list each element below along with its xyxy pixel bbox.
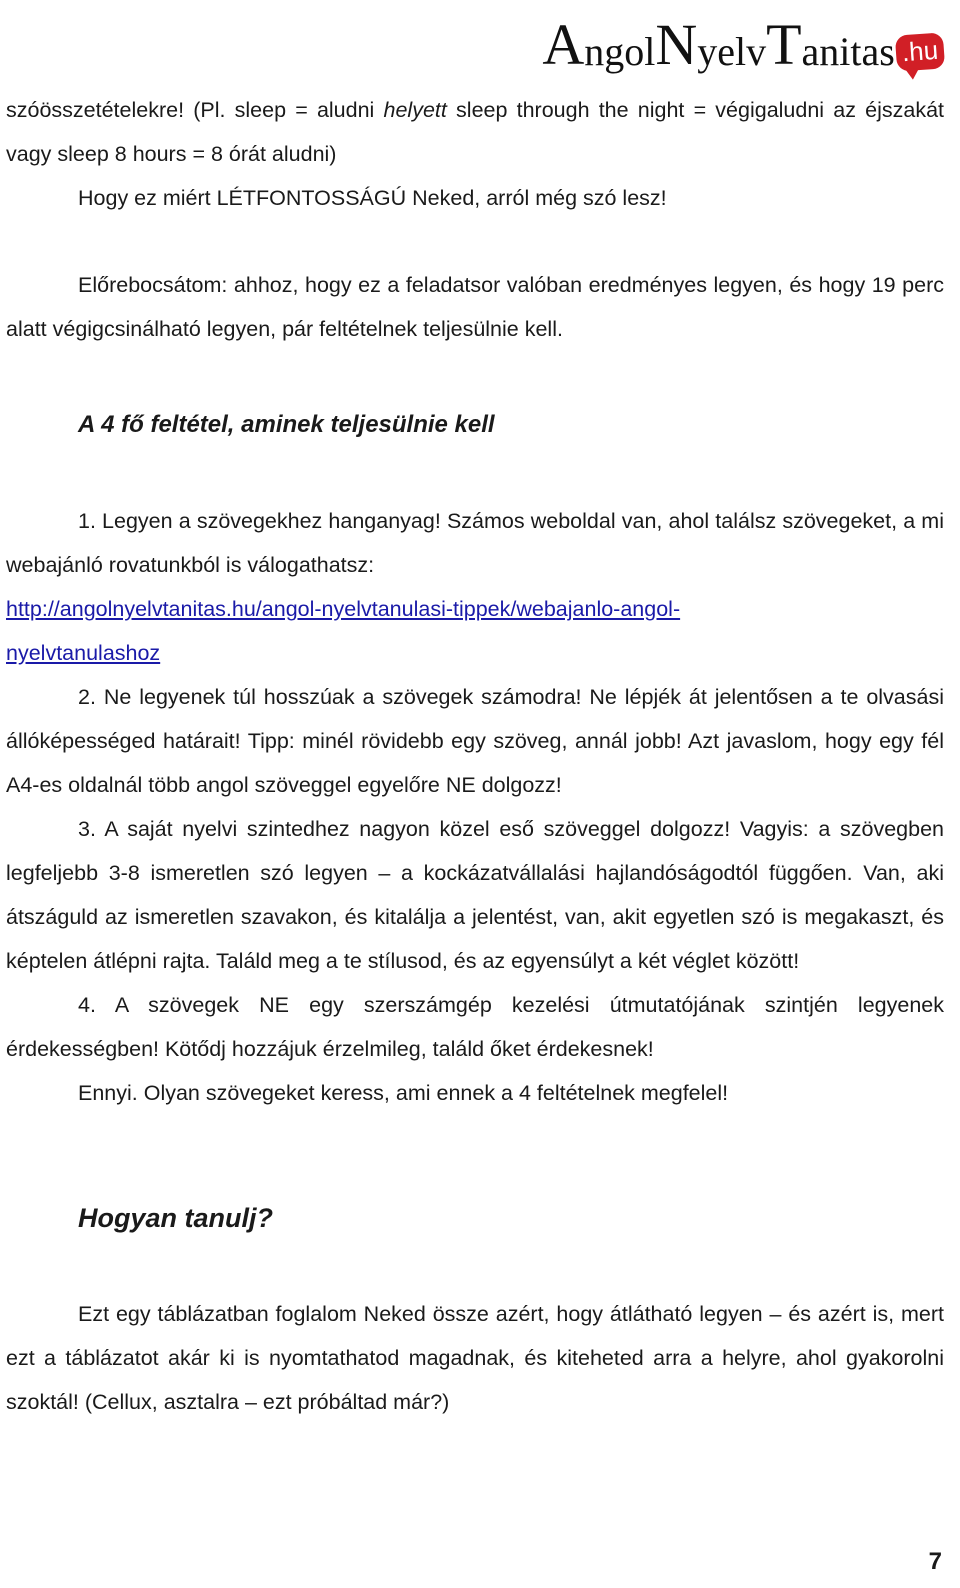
logo-text-anitas: anitas	[801, 29, 895, 74]
p1-italic: helyett	[383, 98, 447, 122]
site-logo	[542, 2, 944, 77]
paragraph-summary: Ennyi. Olyan szövegeket keress, ami ennek a 4 feltételnek megfelel!	[78, 1081, 729, 1105]
list-item: 2. Ne legyenek túl hosszúak a szövegek számodra! Ne lépjék át jelentősen a te olvasási állóképességed határait! Tipp: minél rövidebb egy szöveg, annál jobb! Azt javaslom, hogy egy fél A4-es oldalnál több angol szöveggel egyelőre NE dolgozz!	[6, 685, 944, 797]
paragraph-preface: Előrebocsátom: ahhoz, hogy ez a feladatsor valóban eredményes legyen, és hogy 19 perc alatt végigcsinálható legyen, pár feltételnek teljesülnie kell.	[6, 273, 944, 341]
paragraph-importance: Hogy ez miért LÉTFONTOSSÁGÚ Neked, arról még szó lesz!	[78, 186, 667, 210]
logo-letter-n: N	[655, 12, 698, 77]
p1-text-b: sleep through the night = végigaludni az éjszakát vagy sleep 8 hours = 8 órát aludni)	[6, 98, 945, 166]
list-item: 4. A szövegek NE egy szerszámgép kezelési útmutatójának szintjén legyenek érdekességben! Kötődj hozzájuk érzelmileg, találd őket érdekesnek!	[6, 993, 944, 1061]
p1-text-a: szóösszetételekre! (Pl. sleep = aludni	[6, 98, 384, 122]
list-item: 3. A saját nyelvi szintedhez nagyon közel eső szöveggel dolgozz! Vagyis: a szövegben legfeljebb 3-8 ismeretlen szó legyen – a kockázatvállalási hajlandóságodtól függően. Van, aki átszáguld az ismeretlen szavakon, és kitalálja a jelentést, van, akit egyetlen szó is megakaszt, és képtelen átlépni rajta. Találd meg a te stílusod, és az egyensúlyt a két véglet között!	[6, 817, 944, 973]
item1-text: 1. Legyen a szövegekhez hanganyag! Számos weboldal van, ahol találsz szövegeket, a mi webajánló rovatunkból is válogathatsz:	[6, 509, 944, 577]
webajanlo-link[interactable]: http://angolnyelvtanitas.hu/angol-nyelvtanulasi-tippek/webajanlo-angol- nyelvtanulashoz	[6, 597, 681, 665]
logo-speech-bubble-icon: .hu	[895, 32, 946, 71]
logo-letter-a: A	[542, 12, 585, 77]
logo-text-yelv: yelv	[697, 29, 767, 74]
logo-letter-t: T	[766, 12, 802, 77]
paragraph-compounds	[6, 88, 944, 176]
section-heading-how-to-learn: Hogyan tanulj?	[78, 1203, 273, 1233]
conditions-list	[6, 499, 944, 1115]
list-item	[6, 499, 944, 675]
page-number: 7	[928, 1548, 942, 1575]
logo-text-ngol: ngol	[584, 29, 656, 74]
section-heading-conditions: A 4 fő feltétel, aminek teljesülnie kell	[78, 411, 495, 438]
paragraph-table-intro: Ezt egy táblázatban foglalom Neked össze azért, hogy átlátható legyen – és azért is, mert ezt a táblázatot akár ki is nyomtathatod magadnak, és kiteheted arra a helyre, ahol gyakorolni szoktál! (Cellux, asztalra – ezt próbáltad már?)	[6, 1302, 944, 1414]
document-body	[6, 88, 944, 1424]
